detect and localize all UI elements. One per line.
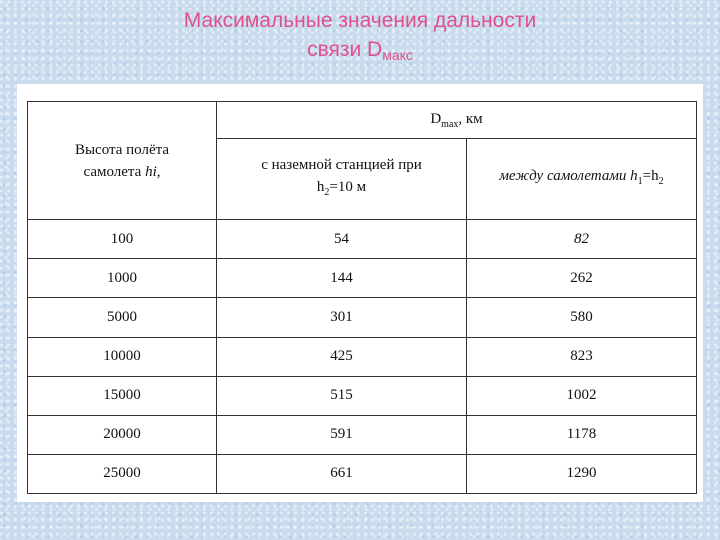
header-ground-station — [217, 139, 467, 220]
table-panel — [17, 84, 703, 502]
header-between-sub1: 1 — [637, 176, 643, 188]
title-line-1: Максимальные значения дальности — [183, 9, 537, 32]
table-row — [28, 337, 697, 376]
cell-altitude: 25000 — [28, 454, 217, 493]
table-row — [28, 454, 697, 493]
cell-altitude: 10000 — [28, 337, 217, 376]
table-row — [28, 220, 697, 259]
header-ground-line1: с наземной станцией при — [261, 157, 422, 174]
header-altitude-line1: Высота полёта — [74, 141, 170, 158]
header-dmax-unit: , км — [458, 110, 483, 127]
cell-between: 1002 — [467, 376, 697, 415]
range-table — [27, 101, 697, 494]
table-row — [28, 298, 697, 337]
table-row — [28, 259, 697, 298]
cell-ground: 515 — [217, 376, 467, 415]
header-ground-h: h — [316, 179, 325, 196]
title-line-2 — [0, 35, 720, 66]
cell-between: 1178 — [467, 415, 697, 454]
header-altitude-var: hi, — [145, 163, 161, 180]
header-dmax-main: D — [430, 110, 442, 127]
header-dmax — [217, 102, 697, 139]
cell-altitude: 5000 — [28, 298, 217, 337]
title-line-2-main: связи D — [307, 38, 383, 61]
cell-ground: 144 — [217, 259, 467, 298]
header-row-top — [28, 102, 697, 139]
cell-altitude: 100 — [28, 220, 217, 259]
cell-between: 262 — [467, 259, 697, 298]
slide-title — [0, 6, 720, 66]
header-between-aircraft — [467, 139, 697, 220]
header-ground-sub: 2 — [324, 187, 330, 199]
cell-between: 580 — [467, 298, 697, 337]
title-line-2-sub: макс — [382, 47, 413, 63]
header-between-sub2: 2 — [658, 176, 664, 188]
cell-between: 823 — [467, 337, 697, 376]
table-row — [28, 376, 697, 415]
header-between-eq: =h — [642, 168, 659, 185]
header-ground-rest: =10 м — [329, 179, 367, 196]
cell-altitude: 15000 — [28, 376, 217, 415]
cell-ground: 591 — [217, 415, 467, 454]
header-altitude-text: самолета — [83, 163, 146, 180]
cell-between: 1290 — [467, 454, 697, 493]
cell-altitude: 1000 — [28, 259, 217, 298]
header-between-text: между самолетами h — [499, 168, 638, 185]
cell-ground: 54 — [217, 220, 467, 259]
cell-ground: 661 — [217, 454, 467, 493]
header-dmax-sub: max — [441, 118, 459, 130]
cell-between: 82 — [467, 220, 697, 259]
header-altitude-line2 — [28, 161, 216, 183]
header-altitude — [28, 102, 217, 220]
header-ground-line2 — [217, 176, 466, 204]
cell-ground: 425 — [217, 337, 467, 376]
table-row — [28, 415, 697, 454]
cell-altitude: 20000 — [28, 415, 217, 454]
cell-ground: 301 — [217, 298, 467, 337]
